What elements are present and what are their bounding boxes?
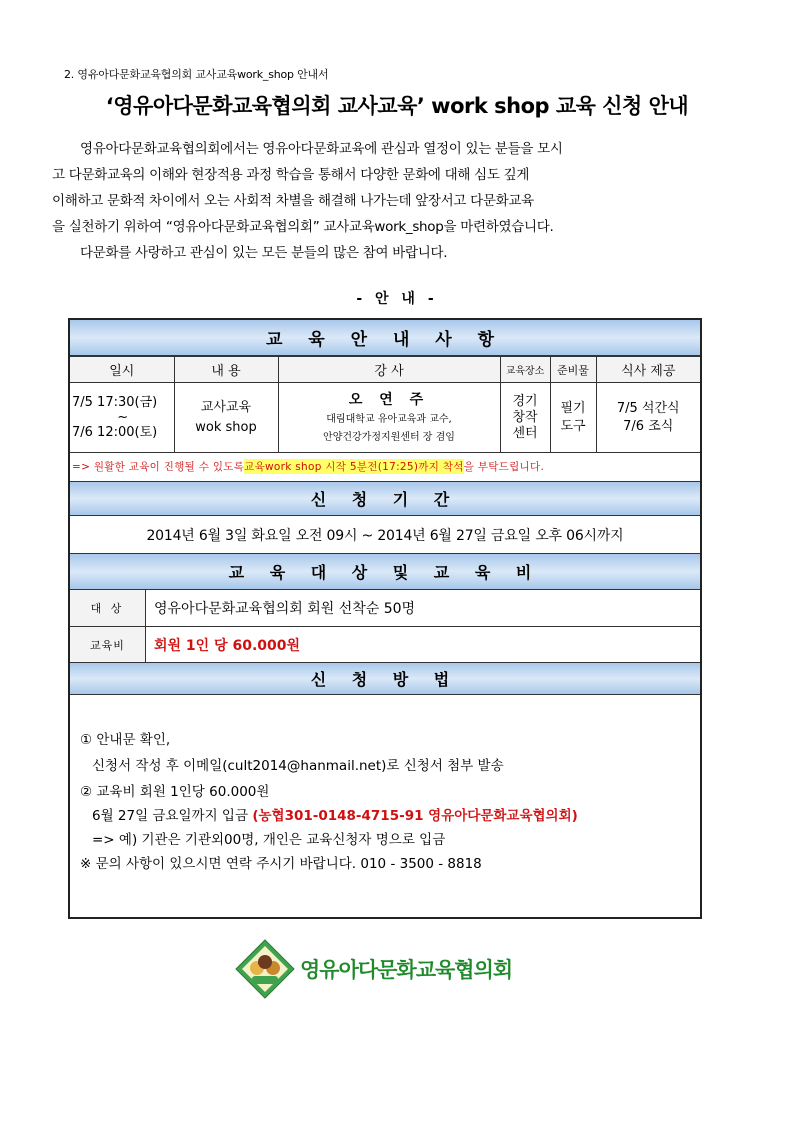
intro-paragraph bbox=[52, 136, 712, 266]
cell-supplies bbox=[550, 383, 596, 453]
header-supplies: 준비물 bbox=[550, 357, 596, 383]
cell-content bbox=[174, 383, 278, 453]
method-step-2-deposit bbox=[92, 804, 578, 828]
supplies-line-2: 도구 bbox=[560, 418, 586, 434]
supplies-line-1: 필기 bbox=[560, 400, 586, 416]
method-contact: ※ 문의 사항이 있으시면 연락 주시기 바랍니다. 010 - 3500 - 8818 bbox=[80, 856, 482, 872]
header-date: 일시 bbox=[70, 357, 174, 383]
guide-heading: - 안 내 - bbox=[356, 291, 438, 307]
info-box bbox=[68, 318, 702, 919]
header-content: 내 용 bbox=[174, 357, 278, 383]
date-start: 7/5 17:30(금) bbox=[72, 395, 158, 410]
meal-line-1: 7/5 석간식 bbox=[616, 400, 680, 416]
document-header: 2. 영유아다문화교육협의회 교사교육work_shop 안내서 bbox=[64, 68, 329, 81]
place-line-2: 창작 bbox=[512, 409, 538, 425]
notice-suffix: 을 부탁드립니다. bbox=[463, 461, 545, 473]
target-label: 대 상 bbox=[70, 590, 146, 626]
cell-date bbox=[70, 383, 174, 453]
notice-highlight: 교육work shop 시작 5분전(17:25)까지 착석 bbox=[244, 461, 464, 473]
method-step-1: ① 안내문 확인, bbox=[80, 732, 171, 748]
date-tilde: ~ bbox=[117, 410, 129, 425]
content-line-2: wok shop bbox=[195, 419, 257, 435]
intro-line-2: 고 다문화교육의 이해와 현장적용 과정 학습을 통해서 다양한 문화에 대해 심도 깊게 bbox=[52, 167, 530, 183]
method-step-1-detail: 신청서 작성 후 이메일(cult2014@hanmail.net)로 신청서 첨부 발송 bbox=[92, 758, 504, 774]
header-instructor: 강 사 bbox=[278, 357, 500, 383]
header-place: 교육장소 bbox=[500, 357, 550, 383]
place-line-3: 센터 bbox=[512, 425, 538, 441]
period-section-title: 신 청 기 간 bbox=[70, 482, 700, 516]
content-line-1: 교사교육 bbox=[200, 399, 252, 415]
target-section-title: 교 육 대 상 및 교 육 비 bbox=[70, 554, 700, 590]
page-title: ‘영유아다문화교육협의회 교사교육’ work shop 교육 신청 안내 bbox=[105, 94, 689, 118]
method-section-title: 신 청 방 법 bbox=[70, 663, 700, 695]
logo-text: 영유아다문화교육협의회 bbox=[300, 958, 513, 982]
cell-instructor bbox=[278, 383, 500, 453]
instructor-affiliation-2: 안양건강가정지원센터 장 겸임 bbox=[323, 431, 455, 443]
notice-prefix: => 원활한 교육이 진행될 수 있도록 bbox=[72, 461, 245, 473]
fee-value: 회원 1인 당 60.000원 bbox=[154, 637, 301, 654]
cell-place bbox=[500, 383, 550, 453]
cell-meal bbox=[596, 383, 700, 453]
meal-line-2: 7/6 조식 bbox=[623, 418, 674, 434]
organization-logo bbox=[234, 938, 520, 1000]
date-end: 7/6 12:00(토) bbox=[72, 425, 158, 440]
place-line-1: 경기 bbox=[512, 393, 538, 409]
target-row bbox=[70, 590, 700, 627]
target-value: 영유아다문화교육협의회 회원 선착순 50명 bbox=[154, 601, 416, 617]
method-step-2-example: => 예) 기관은 기관외00명, 개인은 교육신청자 명으로 입금 bbox=[92, 832, 446, 848]
instructor-name: 오 연 주 bbox=[348, 391, 430, 408]
logo-emblem-icon bbox=[234, 938, 296, 1000]
intro-line-5: 다문화를 사랑하고 관심이 있는 모든 분들의 많은 참여 바랍니다. bbox=[80, 245, 448, 261]
intro-line-3: 이해하고 문화적 차이에서 오는 사회적 차별을 해결해 나가는데 앞장서고 다문화교육 bbox=[52, 193, 534, 209]
instructor-affiliation-1: 대림대학교 유아교육과 교수, bbox=[326, 413, 452, 425]
schedule-table bbox=[70, 356, 700, 453]
intro-line-4: 을 실천하기 위하여 “영유아다문화교육협의회” 교사교육work_shop을 마련하였습니다. bbox=[52, 219, 554, 235]
method-step-2: ② 교육비 회원 1인당 60.000원 bbox=[80, 784, 270, 800]
application-period: 2014년 6월 3일 화요일 오전 09시 ~ 2014년 6월 27일 금요일 오후 06시까지 bbox=[70, 517, 700, 554]
deposit-text: 6월 27일 금요일까지 입금 bbox=[92, 808, 253, 824]
info-section-title: 교 육 안 내 사 항 bbox=[70, 320, 700, 356]
header-meal: 식사 제공 bbox=[596, 357, 700, 383]
attendance-notice bbox=[70, 452, 700, 482]
fee-row bbox=[70, 627, 700, 663]
intro-line-1: 영유아다문화교육협의회에서는 영유아다문화교육에 관심과 열정이 있는 분들을 모시 bbox=[80, 141, 563, 157]
bank-account: (농협301-0148-4715-91 영유아다문화교육협의회) bbox=[252, 808, 578, 824]
fee-label: 교육비 bbox=[70, 627, 146, 662]
